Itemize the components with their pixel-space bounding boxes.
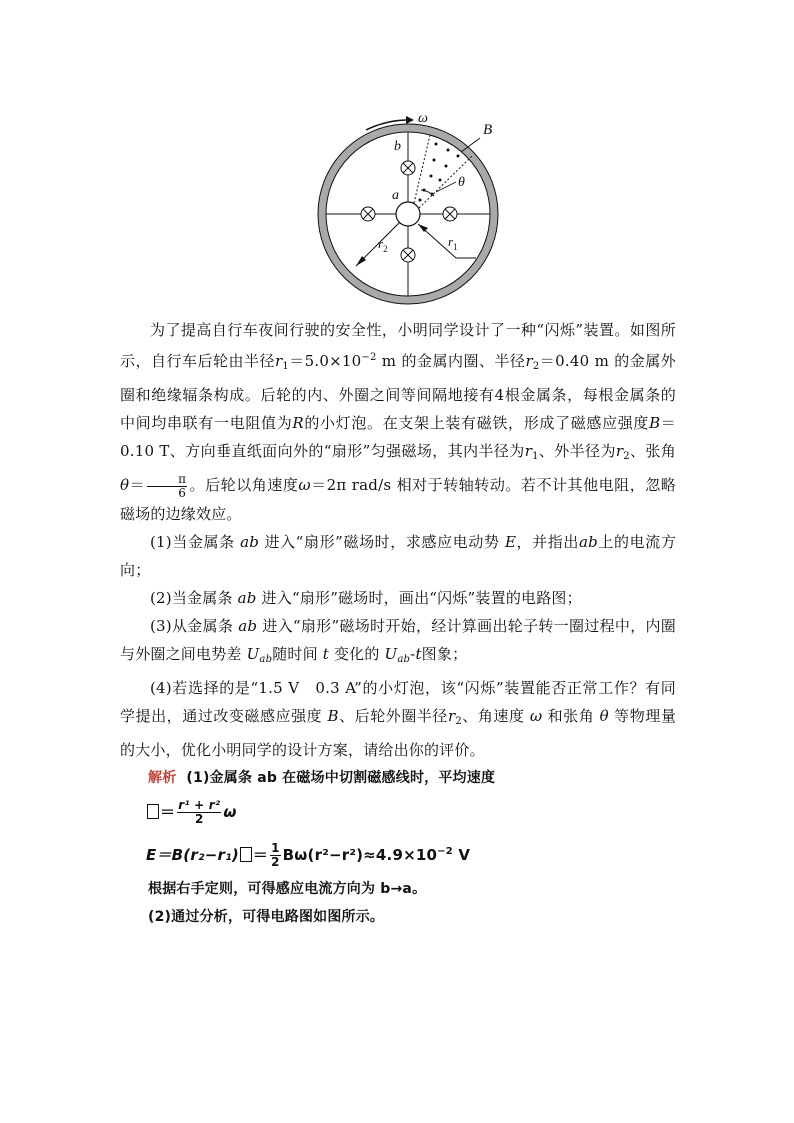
velocity-equation: ＝ $\frac{\text{r¹ + r²}}{2}$ ω xyxy=(146,792,676,832)
problem-text xyxy=(120,316,676,931)
lamp-bottom xyxy=(401,248,415,262)
label-omega: ω xyxy=(418,111,428,126)
lamp-top xyxy=(401,161,415,175)
question-3: (3)从金属条 ab 进入“扇形”磁场时开始，经计算画出轮子转一圈过程中，内圈与外圈之间电势差 $U_{ab}$随时间 t 变化的 $U_{ab}-t$图象； xyxy=(120,616,677,665)
label-r1: $r_1$ xyxy=(448,234,458,252)
label-b: b xyxy=(394,139,401,154)
label-B: B xyxy=(483,122,493,138)
half-fraction: $\frac{1}{2}$ xyxy=(271,840,280,869)
wheel-diagram xyxy=(306,108,524,308)
solution-line-1: 解析 (1)金属条 ab 在磁场中切割磁感线时，平均速度 xyxy=(148,769,496,786)
question-1: (1)当金属条 ab 进入“扇形”磁场时，求感应电动势 E，并指出ab上的电流方向； xyxy=(120,532,677,579)
bicycle-wheel-figure xyxy=(306,108,524,308)
solution-line-2: (2)通过分析，可得电路图如图所示。 xyxy=(148,908,385,925)
right-hand-rule-line: 根据右手定则，可得感应电流方向为 b→a。 xyxy=(148,880,427,897)
label-theta: θ xyxy=(458,175,465,190)
question-4: (4)若选择的是“1.5 V 0.3 A”的小灯泡，该“闪烁”装置能否正常工作？有同学提出，通过改变磁感应强度 B、后轮外圈半径$r_2$、角速度 ω 和张角 θ 等物理量的大小，优化小明同学的设计方案，请给出你的评价。 xyxy=(120,678,677,759)
theta-fraction: $\frac{\pi}{6}$ xyxy=(147,473,187,500)
question-2: (2)当金属条 ab 进入“扇形”磁场时，画出“闪烁”装置的电路图； xyxy=(150,588,582,607)
emf-equation: E＝B(r₂−r₁) ＝ $\frac{1}{2}$ $B\omega(r^2-r^2)\approx 4.9\times 10^{-2}$ V xyxy=(146,840,471,869)
problem-intro: 为了提高自行车夜间行驶的安全性，小明同学设计了一种“闪烁”装置。如图所示，自行车后轮由半径$r_1=5.0\times 10^{-2}$ m 的金属内圈、半径$r_2=0.40$ m 的金属外圈和绝缘辐条构成。后轮的内、外圈之间等间隔地接有4根金属条，每根金属条的中间均串联有一电阻值为R的小灯泡。在支架上装有磁铁，形成了磁感应强度B＝0.10 T、方向垂直纸面向外的“扇形”匀强磁场，其内半径为$r_1$、外半径为$r_2$、张角θ＝ $\frac{\pi}{6}$ 。后轮以角速度ω＝2π rad/s 相对于转轴转动。若不计其他电阻，忽略磁场的边缘效应。 xyxy=(120,321,676,523)
v-bar-symbol xyxy=(147,804,159,819)
solution-label: 解析 xyxy=(148,769,177,786)
velocity-fraction: $\frac{\text{r¹ + r²}}{2}$ xyxy=(178,797,221,826)
label-a: a xyxy=(392,188,399,203)
lamp-left xyxy=(361,207,375,221)
lamp-right xyxy=(443,207,457,221)
label-r2: $r_2$ xyxy=(378,236,388,254)
v-bar-symbol-2 xyxy=(240,847,252,862)
